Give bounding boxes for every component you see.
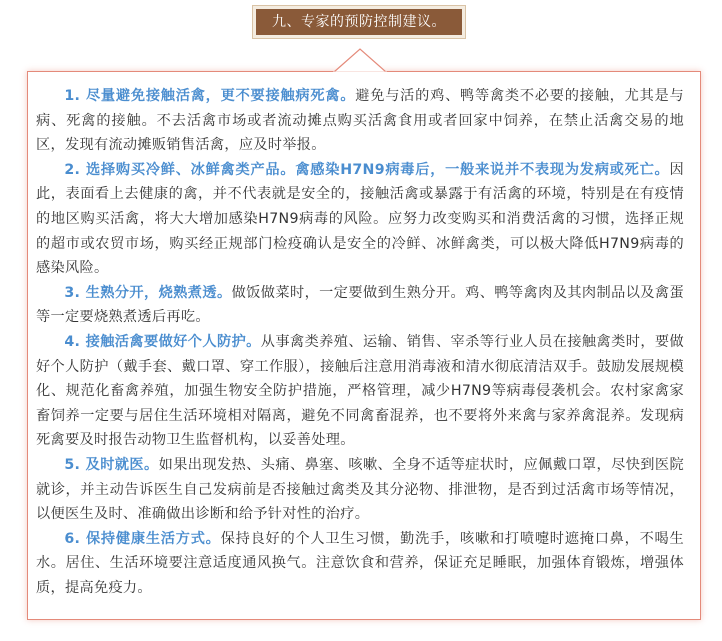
advice-paragraph-6 bbox=[36, 527, 684, 601]
advice-body-2: 因此，表面看上去健康的禽，并不代表就是安全的，接触活禽或暴露于有活禽的环境，特别是在有疫情的地区购买活禽，将大大增加感染H7N9病毒的风险。应努力改变购买和消费活禽的习惯，选择正规的超市或农贸市场，购买经正规部门检疫确认是安全的冷鲜、冰鲜禽类，可以极大降低H7N9病毒的感染风险。 bbox=[36, 161, 684, 277]
section-title-frame bbox=[252, 5, 466, 39]
advice-heading-2: 2. 选择购买冷鲜、冰鲜禽类产品。禽感染H7N9病毒后，一般来说并不表现为发病或死亡。 bbox=[64, 161, 670, 178]
advice-paragraph-1 bbox=[36, 84, 684, 158]
advice-body-5: 如果出现发热、头痛、鼻塞、咳嗽、全身不适等症状时，应佩戴口罩，尽快到医院就诊，并主动告诉医生自己发病前是否接触过禽类及其分泌物、排泄物，是否到过活禽市场等情况，以便医生及时、准确做出诊断和给予针对性的治疗。 bbox=[36, 456, 684, 523]
advice-callout-box bbox=[27, 71, 701, 620]
advice-paragraph-4 bbox=[36, 330, 684, 453]
advice-body-4: 从事禽类养殖、运输、销售、宰杀等行业人员在接触禽类时，要做好个人防护（戴手套、戴口罩、穿工作服），接触后注意用消毒液和清水彻底清洁双手。鼓励发展规模化、规范化畜禽养殖，加强生物安全防护措施，严格管理，减少H7N9等病毒侵袭机会。农村家禽家畜饲养一定要与居住生活环境相对隔离，避免不同禽畜混养，也不要将外来禽与家养禽混养。发现病死禽要及时报告动物卫生监督机构，以妥善处理。 bbox=[36, 333, 685, 449]
advice-body-6: 保持良好的个人卫生习惯，勤洗手，咳嗽和打喷嚏时遮掩口鼻，不喝生水。居住、生活环境要注意适度通风换气。注意饮食和营养，保证充足睡眠，加强体育锻炼，增强体质，提高免疫力。 bbox=[36, 530, 684, 596]
advice-heading-4: 4. 接触活禽要做好个人防护。 bbox=[64, 333, 261, 350]
advice-paragraph-5 bbox=[36, 453, 684, 527]
callout-pointer bbox=[333, 47, 387, 73]
advice-heading-5: 5. 及时就医。 bbox=[64, 456, 159, 473]
advice-body-1: 避免与活的鸡、鸭等禽类不必要的接触，尤其是与病、死禽的接触。不去活禽市场或者流动摊点购买活禽食用或者回家中饲养，在禁止活禽交易的地区，发现有流动摊贩销售活禽，应及时举报。 bbox=[36, 88, 684, 154]
advice-body-3: 做饭做菜时，一定要做到生熟分开。鸡、鸭等禽肉及其肉制品以及禽蛋等一定要烧熟煮透后再吃。 bbox=[36, 284, 684, 326]
advice-heading-3: 3. 生熟分开，烧熟煮透。 bbox=[64, 284, 232, 301]
advice-heading-1: 1. 尽量避免接触活禽，更不要接触病死禽。 bbox=[64, 88, 356, 104]
advice-paragraph-3 bbox=[36, 281, 684, 330]
section-title: 九、专家的预防控制建议。 bbox=[256, 9, 462, 35]
advice-paragraph-2 bbox=[36, 158, 684, 281]
advice-content bbox=[36, 84, 684, 600]
advice-heading-6: 6. 保持健康生活方式。 bbox=[64, 530, 221, 547]
